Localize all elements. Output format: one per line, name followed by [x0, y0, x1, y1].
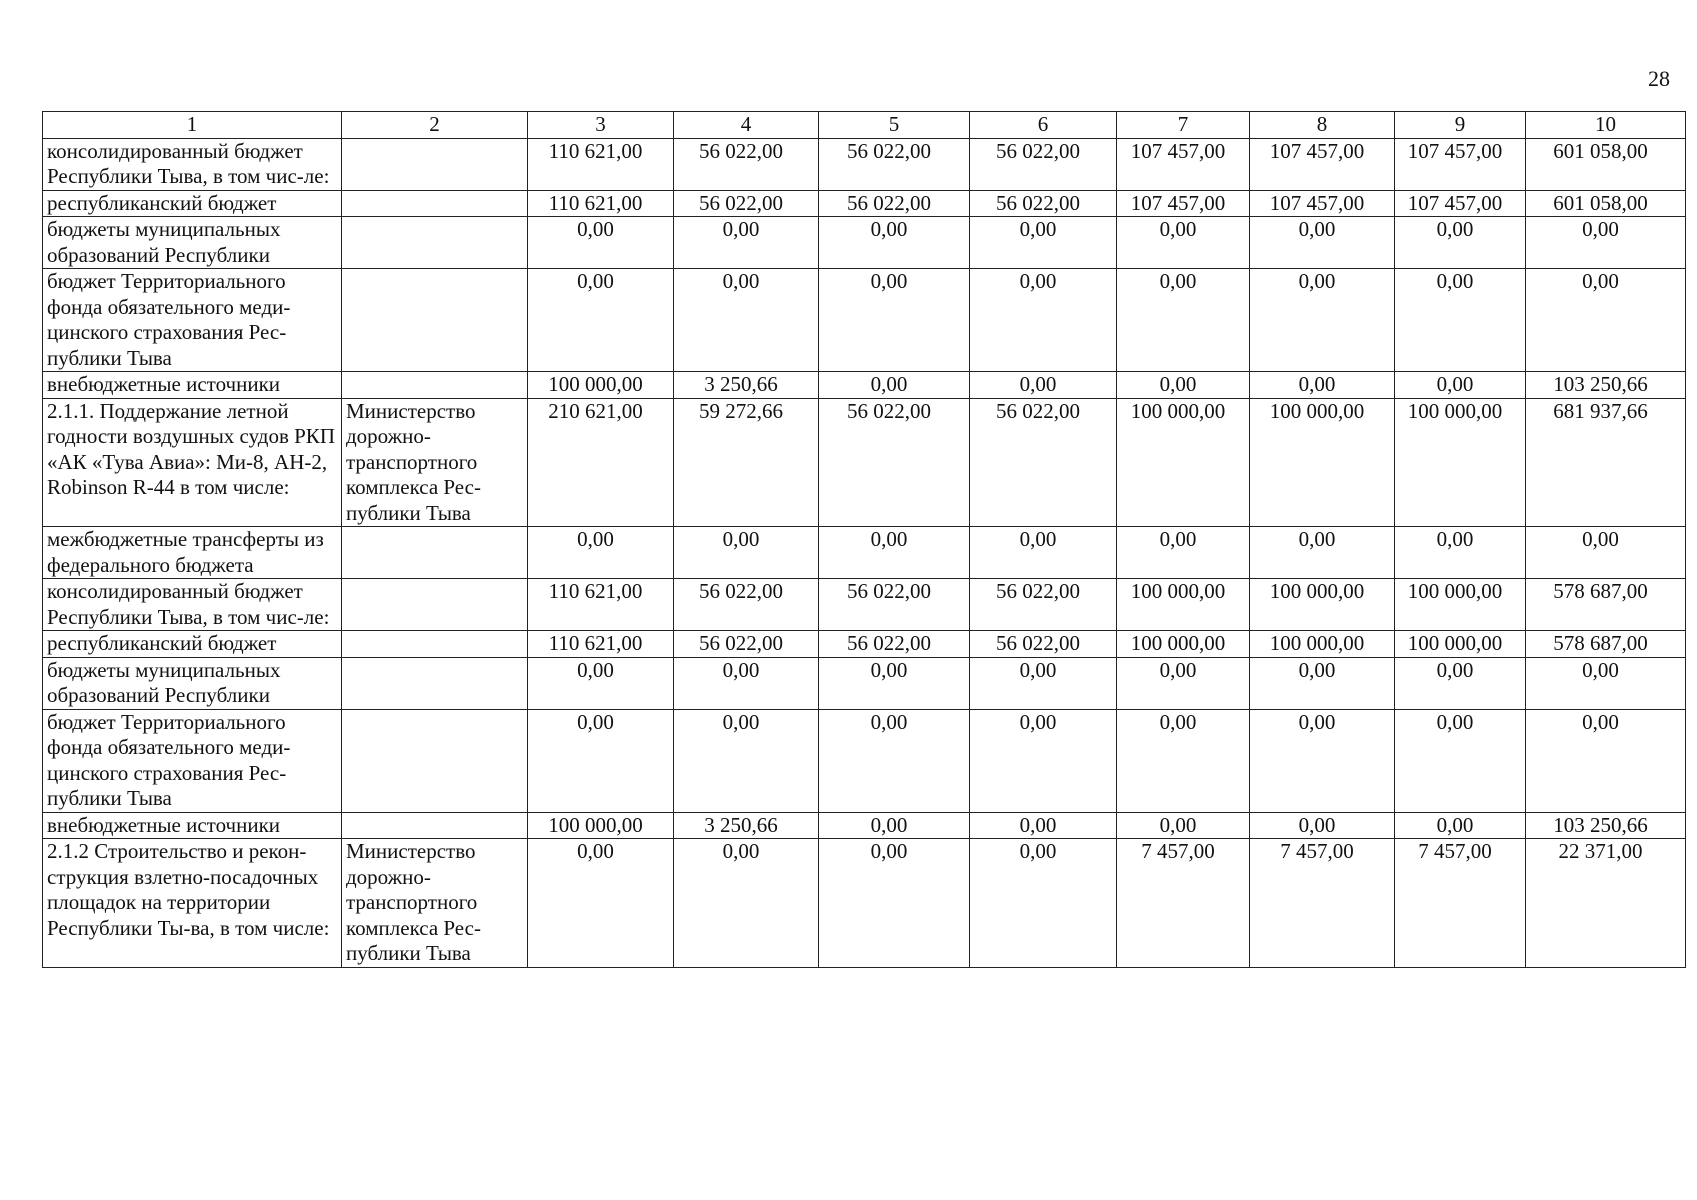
executor-cell: Министерство дорожно-транспортного комплекса Рес-публики Тыва — [342, 839, 528, 968]
value-cell: 0,00 — [819, 372, 970, 399]
table-row — [43, 657, 1686, 709]
executor-cell — [342, 269, 528, 372]
value-cell: 578 687,00 — [1526, 579, 1686, 631]
row-name-cell: бюджет Территориального фонда обязательного меди-цинского страхования Рес-публики Тыва — [43, 709, 342, 812]
executor-cell — [342, 631, 528, 658]
value-cell: 0,00 — [528, 657, 674, 709]
column-header: 8 — [1250, 112, 1395, 139]
value-cell: 56 022,00 — [674, 190, 819, 217]
value-cell: 103 250,66 — [1526, 812, 1686, 839]
value-cell: 210 621,00 — [528, 398, 674, 527]
row-name-cell: республиканский бюджет — [43, 190, 342, 217]
value-cell: 0,00 — [970, 269, 1117, 372]
value-cell: 0,00 — [1395, 372, 1526, 399]
column-header: 1 — [43, 112, 342, 139]
value-cell: 100 000,00 — [1395, 579, 1526, 631]
value-cell: 0,00 — [1117, 527, 1250, 579]
value-cell: 578 687,00 — [1526, 631, 1686, 658]
row-name-cell: бюджеты муниципальных образований Республики — [43, 657, 342, 709]
value-cell: 601 058,00 — [1526, 138, 1686, 190]
value-cell: 0,00 — [1395, 657, 1526, 709]
value-cell: 0,00 — [970, 372, 1117, 399]
value-cell: 100 000,00 — [528, 812, 674, 839]
executor-cell — [342, 217, 528, 269]
executor-cell — [342, 138, 528, 190]
value-cell: 601 058,00 — [1526, 190, 1686, 217]
column-header: 5 — [819, 112, 970, 139]
value-cell: 110 621,00 — [528, 190, 674, 217]
table-body — [43, 138, 1686, 967]
value-cell: 56 022,00 — [819, 138, 970, 190]
value-cell: 7 457,00 — [1395, 839, 1526, 968]
executor-cell — [342, 527, 528, 579]
table-row — [43, 217, 1686, 269]
executor-cell — [342, 812, 528, 839]
value-cell: 0,00 — [1526, 217, 1686, 269]
value-cell: 107 457,00 — [1250, 190, 1395, 217]
value-cell: 56 022,00 — [970, 398, 1117, 527]
table-row — [43, 579, 1686, 631]
table-row — [43, 527, 1686, 579]
value-cell: 100 000,00 — [528, 372, 674, 399]
value-cell: 0,00 — [819, 269, 970, 372]
value-cell: 0,00 — [1526, 657, 1686, 709]
value-cell: 107 457,00 — [1250, 138, 1395, 190]
value-cell: 0,00 — [819, 709, 970, 812]
value-cell: 56 022,00 — [674, 579, 819, 631]
value-cell: 110 621,00 — [528, 579, 674, 631]
value-cell: 0,00 — [674, 217, 819, 269]
value-cell: 100 000,00 — [1395, 631, 1526, 658]
value-cell: 0,00 — [1395, 709, 1526, 812]
value-cell: 107 457,00 — [1395, 190, 1526, 217]
table-row — [43, 398, 1686, 527]
value-cell: 0,00 — [819, 657, 970, 709]
value-cell: 0,00 — [1395, 527, 1526, 579]
value-cell: 3 250,66 — [674, 372, 819, 399]
value-cell: 107 457,00 — [1395, 138, 1526, 190]
row-name-cell: 2.1.2 Строительство и рекон-струкция взлетно-посадочных площадок на территории Республики Ты-ва, в том числе: — [43, 839, 342, 968]
value-cell: 0,00 — [1117, 709, 1250, 812]
table-row — [43, 631, 1686, 658]
value-cell: 0,00 — [1250, 372, 1395, 399]
value-cell: 56 022,00 — [674, 138, 819, 190]
value-cell: 0,00 — [819, 839, 970, 968]
value-cell: 0,00 — [1395, 812, 1526, 839]
value-cell: 0,00 — [1526, 269, 1686, 372]
table-row — [43, 812, 1686, 839]
value-cell: 100 000,00 — [1117, 631, 1250, 658]
value-cell: 56 022,00 — [674, 631, 819, 658]
value-cell: 0,00 — [1250, 709, 1395, 812]
value-cell: 0,00 — [970, 657, 1117, 709]
row-name-cell: бюджет Территориального фонда обязательного меди-цинского страхования Рес-публики Тыва — [43, 269, 342, 372]
column-header: 7 — [1117, 112, 1250, 139]
column-header: 4 — [674, 112, 819, 139]
value-cell: 0,00 — [1250, 657, 1395, 709]
row-name-cell: внебюджетные источники — [43, 372, 342, 399]
value-cell: 7 457,00 — [1117, 839, 1250, 968]
value-cell: 0,00 — [1117, 269, 1250, 372]
value-cell: 0,00 — [528, 839, 674, 968]
value-cell: 0,00 — [1117, 372, 1250, 399]
value-cell: 0,00 — [674, 839, 819, 968]
value-cell: 0,00 — [819, 812, 970, 839]
value-cell: 22 371,00 — [1526, 839, 1686, 968]
table-row — [43, 372, 1686, 399]
value-cell: 0,00 — [970, 812, 1117, 839]
value-cell: 110 621,00 — [528, 631, 674, 658]
value-cell: 103 250,66 — [1526, 372, 1686, 399]
value-cell: 0,00 — [1117, 217, 1250, 269]
column-header: 6 — [970, 112, 1117, 139]
value-cell: 3 250,66 — [674, 812, 819, 839]
row-name-cell: внебюджетные источники — [43, 812, 342, 839]
value-cell: 0,00 — [1250, 527, 1395, 579]
value-cell: 0,00 — [1526, 709, 1686, 812]
value-cell: 681 937,66 — [1526, 398, 1686, 527]
column-header: 2 — [342, 112, 528, 139]
value-cell: 0,00 — [1117, 657, 1250, 709]
column-number-row — [43, 112, 1686, 139]
value-cell: 56 022,00 — [970, 579, 1117, 631]
value-cell: 56 022,00 — [819, 631, 970, 658]
value-cell: 0,00 — [819, 527, 970, 579]
value-cell: 0,00 — [819, 217, 970, 269]
value-cell: 0,00 — [528, 709, 674, 812]
value-cell: 100 000,00 — [1117, 579, 1250, 631]
value-cell: 0,00 — [528, 269, 674, 372]
value-cell: 0,00 — [970, 527, 1117, 579]
value-cell: 100 000,00 — [1395, 398, 1526, 527]
value-cell: 0,00 — [674, 657, 819, 709]
value-cell: 100 000,00 — [1250, 579, 1395, 631]
value-cell: 0,00 — [674, 269, 819, 372]
executor-cell: Министерство дорожно-транспортного комплекса Рес-публики Тыва — [342, 398, 528, 527]
value-cell: 0,00 — [1250, 812, 1395, 839]
value-cell: 0,00 — [1250, 217, 1395, 269]
value-cell: 0,00 — [1395, 217, 1526, 269]
value-cell: 0,00 — [970, 217, 1117, 269]
row-name-cell: консолидированный бюджет Республики Тыва, в том чис-ле: — [43, 138, 342, 190]
value-cell: 0,00 — [1395, 269, 1526, 372]
table-row — [43, 190, 1686, 217]
value-cell: 0,00 — [674, 709, 819, 812]
value-cell: 0,00 — [970, 709, 1117, 812]
value-cell: 0,00 — [528, 527, 674, 579]
value-cell: 56 022,00 — [970, 190, 1117, 217]
column-header: 10 — [1526, 112, 1686, 139]
executor-cell — [342, 190, 528, 217]
value-cell: 56 022,00 — [970, 138, 1117, 190]
table-row — [43, 269, 1686, 372]
table-row — [43, 709, 1686, 812]
table-row — [43, 138, 1686, 190]
value-cell: 0,00 — [1526, 527, 1686, 579]
executor-cell — [342, 372, 528, 399]
row-name-cell: межбюджетные трансферты из федерального бюджета — [43, 527, 342, 579]
page-number: 28 — [1648, 66, 1670, 91]
value-cell: 100 000,00 — [1250, 631, 1395, 658]
row-name-cell: 2.1.1. Поддержание летной годности воздушных судов РКП «АК «Тува Авиа»: Ми-8, АН-2, Robinson R-44 в том числе: — [43, 398, 342, 527]
value-cell: 59 272,66 — [674, 398, 819, 527]
budget-table — [42, 111, 1686, 968]
row-name-cell: республиканский бюджет — [43, 631, 342, 658]
executor-cell — [342, 709, 528, 812]
value-cell: 56 022,00 — [819, 579, 970, 631]
value-cell: 0,00 — [528, 217, 674, 269]
row-name-cell: консолидированный бюджет Республики Тыва, в том чис-ле: — [43, 579, 342, 631]
column-header: 3 — [528, 112, 674, 139]
table-row — [43, 839, 1686, 968]
value-cell: 0,00 — [970, 839, 1117, 968]
value-cell: 107 457,00 — [1117, 138, 1250, 190]
value-cell: 56 022,00 — [819, 398, 970, 527]
value-cell: 0,00 — [1250, 269, 1395, 372]
column-header: 9 — [1395, 112, 1526, 139]
value-cell: 107 457,00 — [1117, 190, 1250, 217]
value-cell: 56 022,00 — [819, 190, 970, 217]
value-cell: 56 022,00 — [970, 631, 1117, 658]
executor-cell — [342, 657, 528, 709]
row-name-cell: бюджеты муниципальных образований Республики — [43, 217, 342, 269]
executor-cell — [342, 579, 528, 631]
value-cell: 100 000,00 — [1117, 398, 1250, 527]
value-cell: 0,00 — [674, 527, 819, 579]
value-cell: 7 457,00 — [1250, 839, 1395, 968]
value-cell: 110 621,00 — [528, 138, 674, 190]
value-cell: 100 000,00 — [1250, 398, 1395, 527]
value-cell: 0,00 — [1117, 812, 1250, 839]
